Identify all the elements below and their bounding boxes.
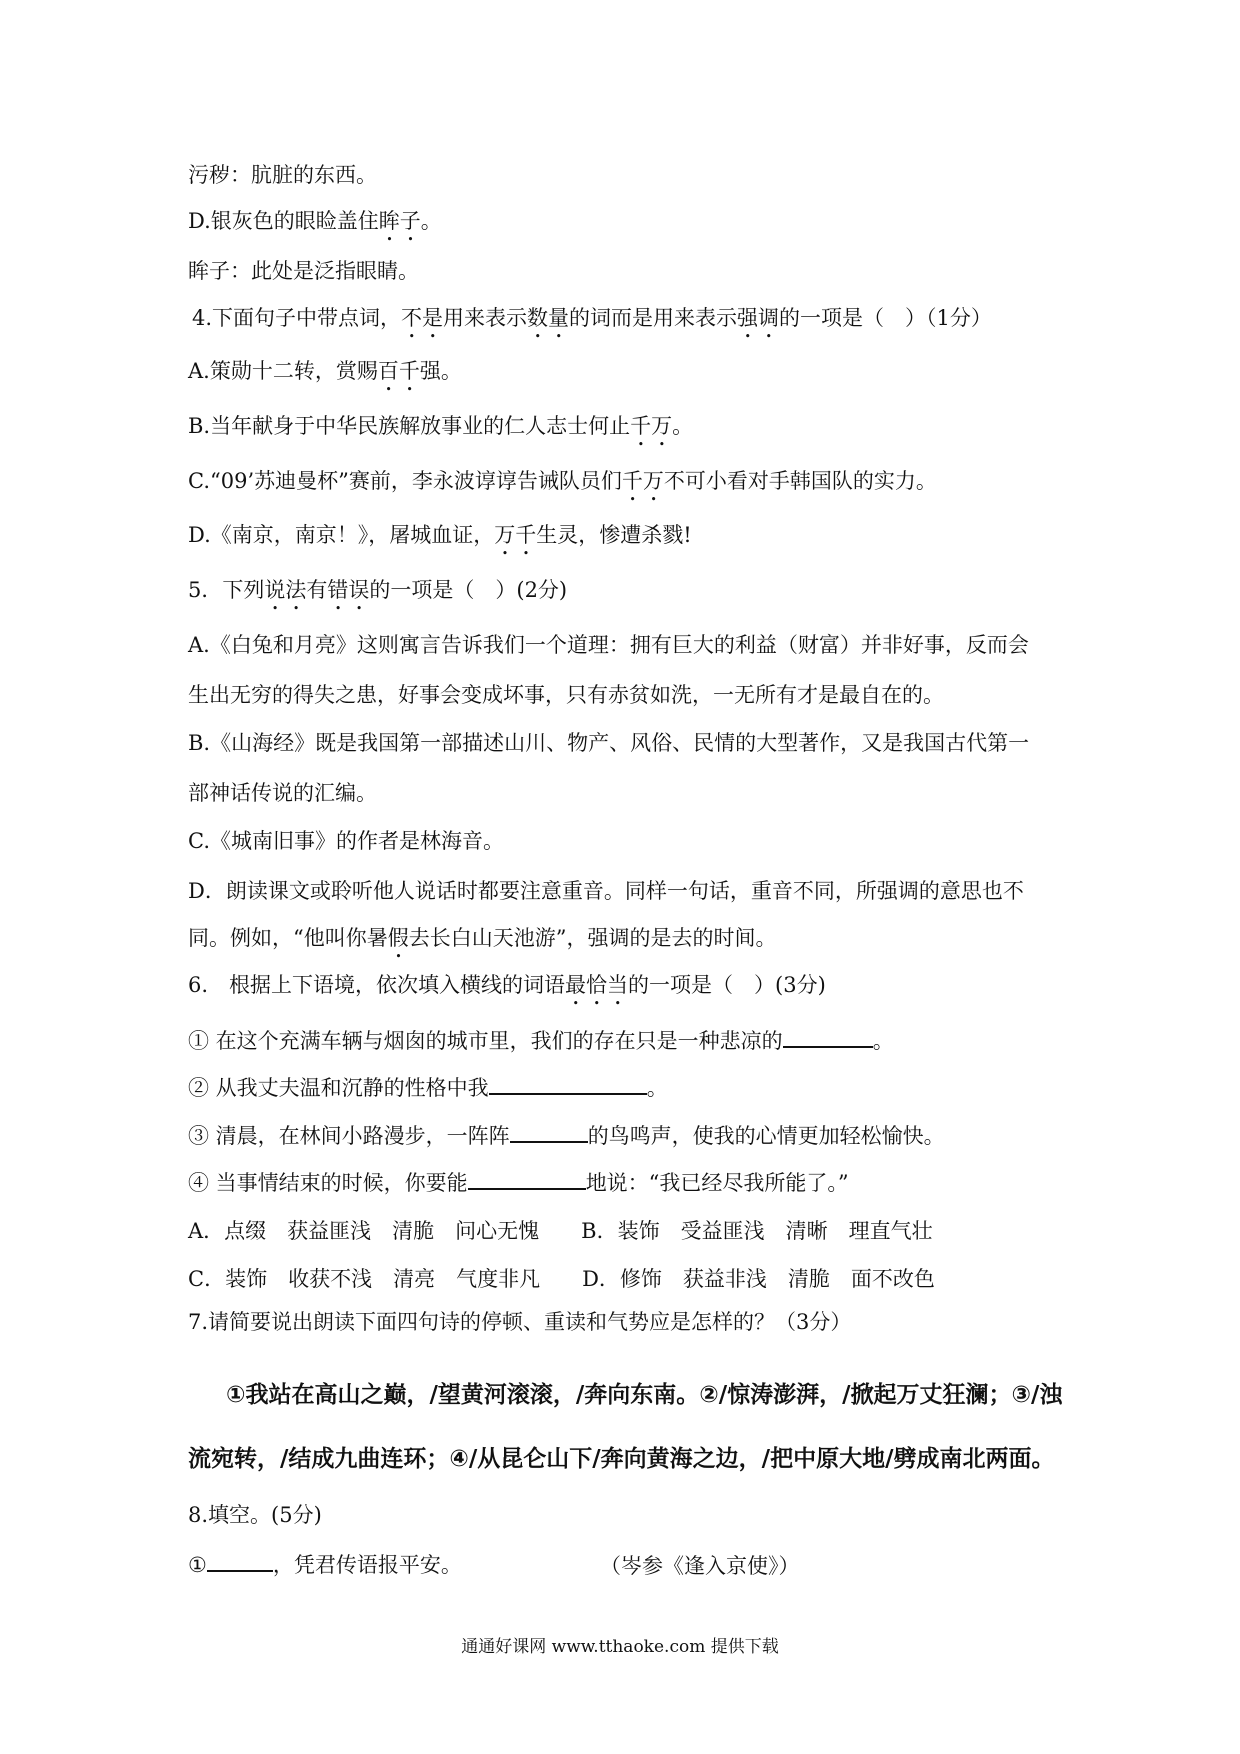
q4-option-a: A.策勋十二转，赏赐百千强。 [188,359,462,383]
q6-stem: 6. 根据上下语境，依次填入横线的词语最恰当的一项是（ ）(3分) [188,973,826,997]
emphasis-word: 强调 [737,306,780,330]
q6-sentence-4: ④ 当事情结束的时候，你要能 地说：“我已经尽我所能了。” [188,1166,849,1198]
q6-sentence-1: ① 在这个充满车辆与烟囱的城市里，我们的存在只是一种悲凉的 。 [188,1024,894,1056]
emphasis-word: 千万 [621,469,664,493]
q5-option-a-line1: A.《白兔和月亮》这则寓言告诉我们一个道理：拥有巨大的利益（财富）并非好事，反而会 [188,633,1029,657]
fill-blank[interactable] [468,1166,586,1190]
q4-option-d: D.《南京，南京！》，屠城血证，万千生灵，惨遭杀戮! [188,523,692,547]
fill-blank[interactable] [510,1119,588,1143]
q4-option-c: C.“09’苏迪曼杯”赛前，李永波谆谆告诫队员们千万不可小看对手韩国队的实力。 [188,469,937,493]
q5-option-c: C.《城南旧事》的作者是林海音。 [188,829,504,853]
fill-blank[interactable] [783,1024,873,1048]
emphasis-word: 错误 [327,578,370,602]
fill-blank[interactable] [489,1071,647,1095]
q6-sentence-3: ③ 清晨，在林间小路漫步，一阵阵 的鸟鸣声，使我的心情更加轻松愉快。 [188,1119,945,1151]
q7-stem: 7.请简要说出朗读下面四句诗的停顿、重读和气势应是怎样的？（3分） [188,1310,852,1334]
emphasis-word: 假 [387,926,409,950]
q5-option-d-line1: D．朗读课文或聆听他人说话时都要注意重音。同样一句话，重音不同，所强调的意思也不 [188,879,1024,903]
q8-item-1: ① ，凭君传语报平安。 [188,1548,462,1580]
q5-option-a-line2: 生出无穷的得失之患，好事会变成坏事，只有赤贫如洗，一无所有才是最自在的。 [188,683,944,707]
emphasis-word: 万千 [494,523,537,547]
emphasis-word: 百千 [377,359,420,383]
emphasis-word: 最恰当 [565,973,629,997]
emphasis-word: 不是 [401,306,444,330]
emphasis-word: 数量 [527,306,570,330]
q5-option-d-line2: 同。例如，“他叫你暑假去长白山天池游”，强调的是去的时间。 [188,926,777,950]
q8-item-1-source: （岑参《逢入京使》） [600,1554,800,1578]
q6-sentence-2: ② 从我丈夫温和沉静的性格中我 。 [188,1071,668,1103]
q4-option-b: B.当年献身于中华民族解放事业的仁人志士何止千万。 [188,414,694,438]
page-footer: 通通好课网 www.tthaoke.com 提供下载 [461,1637,779,1657]
q8-stem: 8.填空。(5分) [188,1503,322,1527]
q6-options-row2: C．装饰 收获不浅 清亮 气度非凡 D．修饰 获益非浅 清脆 面不改色 [188,1267,935,1291]
q3-option-c-definition: 污秽：肮脏的东西。 [188,163,377,187]
q7-poem-line1: ①我站在高山之巅，/望黄河滚滚，/奔向东南。②/惊涛澎湃，/掀起万丈狂澜；③/浊 [226,1382,1063,1408]
q7-poem-line2: 流宛转，/结成九曲连环；④/从昆仑山下/奔向黄海之边，/把中原大地/劈成南北两面。 [188,1446,1055,1472]
emphasis-word: 千万 [630,414,673,438]
q5-option-b-line2: 部神话传说的汇编。 [188,781,377,805]
q6-options-row1: A．点缀 获益匪浅 清脆 问心无愧 B．装饰 受益匪浅 清晰 理直气壮 [188,1219,933,1243]
q5-stem: 5．下列说法有错误的一项是（ ）(2分) [188,578,568,602]
emphasis-word: 说法 [264,578,307,602]
emphasis-word: 眸子 [378,209,421,233]
q3-option-d-definition: 眸子：此处是泛指眼睛。 [188,259,419,283]
q5-option-b-line1: B.《山海经》既是我国第一部描述山川、物产、风俗、民情的大型著作，又是我国古代第一 [188,731,1030,755]
q4-stem: 4.下面句子中带点词，不是用来表示数量的词而是用来表示强调的一项是（ ）（1分） [192,306,992,330]
fill-blank[interactable] [207,1548,273,1572]
q3-option-d: D.银灰色的眼睑盖住眸子。 [188,209,442,233]
